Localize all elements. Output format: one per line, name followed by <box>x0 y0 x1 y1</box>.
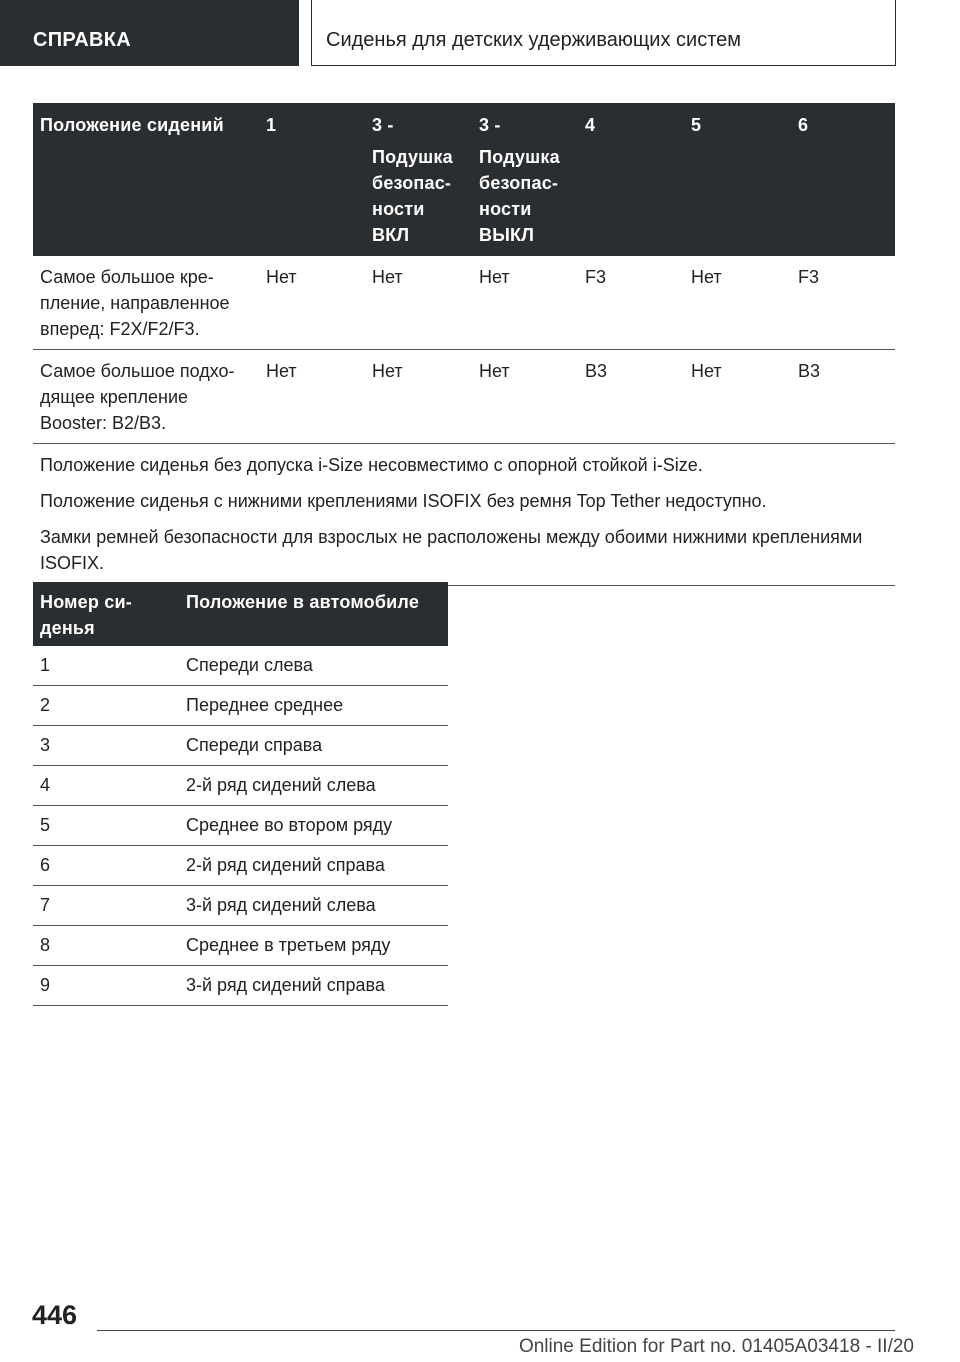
table-header-row <box>33 103 895 256</box>
table-row <box>33 350 895 444</box>
seat-position-cell: Среднее во втором ряду <box>179 806 448 846</box>
table-cell: Нет <box>472 350 578 444</box>
seat-position-cell: 3-й ряд сидений справа <box>179 966 448 1006</box>
header-cell-seat-number: Номер си- денья <box>33 582 179 646</box>
row-label-cell: Самое большое подхо- дящее крепление Booster: B2/B3. <box>33 350 259 444</box>
seat-compatibility-table <box>33 103 895 586</box>
seat-number-cell: 3 <box>33 726 179 766</box>
table-cell: B3 <box>578 350 684 444</box>
section-header: СПРАВКА <box>0 0 299 66</box>
table-cell: Нет <box>684 350 791 444</box>
seat-number-cell: 1 <box>33 646 179 686</box>
header-label: 5 <box>691 115 702 135</box>
page-number: 446 <box>32 1300 78 1330</box>
seat-position-cell: Среднее в третьем ряду <box>179 926 448 966</box>
table-row <box>33 646 448 686</box>
table-row <box>33 806 448 846</box>
seat-position-cell: Переднее среднее <box>179 686 448 726</box>
note-text: Положение сиденья без допуска i-Size несовместимо с опорной стойкой i-Size. <box>40 455 703 475</box>
table-cell: Нет <box>259 350 365 444</box>
seat-number-cell: 5 <box>33 806 179 846</box>
header-sublabel: Подушка безопас- ности ВКЛ <box>372 147 453 245</box>
seat-number-cell: 6 <box>33 846 179 886</box>
page-title: Сиденья для детских удерживающих систем <box>311 0 896 66</box>
seat-position-cell: 2-й ряд сидений слева <box>179 766 448 806</box>
footer-divider <box>97 1330 895 1331</box>
table-row <box>33 926 448 966</box>
notes-cell <box>33 444 895 586</box>
table-cell: F3 <box>791 256 895 350</box>
header-label: 6 <box>798 115 809 135</box>
header-cell-seat-4 <box>578 103 684 256</box>
row-label-cell: Самое большое кре- пление, направленное вперед: F2X/F2/F3. <box>33 256 259 350</box>
seat-position-cell: 3-й ряд сидений слева <box>179 886 448 926</box>
table-row <box>33 766 448 806</box>
table-cell: Нет <box>684 256 791 350</box>
header-cell-seat-5 <box>684 103 791 256</box>
table-cell: Нет <box>259 256 365 350</box>
header-cell-seat-3-airbag-on <box>365 103 472 256</box>
seat-number-table <box>33 582 448 1006</box>
note-text: Замки ремней безопасности для взрослых не расположены между обоими нижними креплениями ISOFIX. <box>40 527 863 573</box>
header-sublabel: Подушка безопас- ности ВЫКЛ <box>479 147 560 245</box>
notes-row <box>33 444 895 586</box>
table-row <box>33 256 895 350</box>
table-row <box>33 846 448 886</box>
header-label: Положение сидений <box>40 115 224 135</box>
header-cell-seat-3-airbag-off <box>472 103 578 256</box>
seat-number-cell: 2 <box>33 686 179 726</box>
table-row <box>33 726 448 766</box>
table-cell: B3 <box>791 350 895 444</box>
table-cell: Нет <box>472 256 578 350</box>
seat-position-cell: Спереди слева <box>179 646 448 686</box>
seat-number-cell: 8 <box>33 926 179 966</box>
seat-position-cell: Спереди справа <box>179 726 448 766</box>
header-label: 1 <box>266 115 277 135</box>
header-cell-seat-position <box>33 103 259 256</box>
header-cell-vehicle-position: Положение в автомобиле <box>179 582 448 646</box>
header-label: 3 - <box>372 115 394 135</box>
table-row <box>33 686 448 726</box>
table-row <box>33 966 448 1006</box>
header-label: 4 <box>585 115 596 135</box>
seat-number-cell: 9 <box>33 966 179 1006</box>
header-label: 3 - <box>479 115 501 135</box>
note-text: Положение сиденья с нижними креплениями ISOFIX без ремня Top Tether недоступно. <box>40 491 767 511</box>
table-cell: Нет <box>365 350 472 444</box>
table-header-row <box>33 582 448 646</box>
seat-number-cell: 4 <box>33 766 179 806</box>
table-row <box>33 886 448 926</box>
table-cell: F3 <box>578 256 684 350</box>
seat-number-cell: 7 <box>33 886 179 926</box>
table-cell: Нет <box>365 256 472 350</box>
header-cell-seat-1 <box>259 103 365 256</box>
seat-position-cell: 2-й ряд сидений справа <box>179 846 448 886</box>
footer-edition-text: Online Edition for Part no. 01405A03418 - II/20 <box>518 1336 914 1357</box>
header-cell-seat-6 <box>791 103 895 256</box>
